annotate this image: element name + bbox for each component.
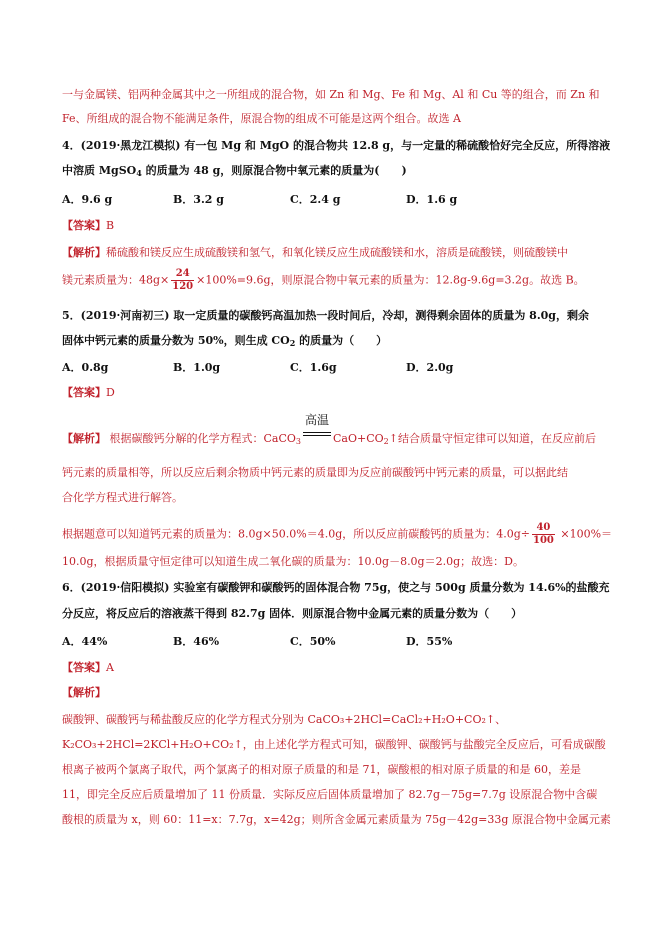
q5-answer: 【答案】D xyxy=(62,386,115,399)
q5-explanation-line-3: 合化学方程式进行解答。 xyxy=(62,491,183,504)
q6-explanation-line-3: 根离子被两个氯离子取代，两个氯离子的相对原子质量的和是 71，碳酸根的相对原子质量的和是 60，差是 xyxy=(62,763,581,776)
q6-option-c: C．50% xyxy=(290,635,336,648)
q4-explanation-line-1: 【解析】稀硫酸和镁反应生成硫酸镁和氢气，和氧化镁反应生成硫酸镁和水，溶质是硫酸镁，则硫酸镁中 xyxy=(62,246,568,259)
q6-explanation-line-2: K₂CO₃+2HCl=2KCl+H₂O+CO₂↑，由上述化学方程式可知，碳酸钾、碳酸钙与盐酸完全反应后，可看成碳酸 xyxy=(62,738,606,751)
q5-explanation-line-5: 10.0g，根据质量守恒定律可以知道生成二氧化碳的质量为：10.0g－8.0g＝2.0g；故选：D。 xyxy=(62,555,524,568)
q6-stem-line-1: 6．(2019·信阳模拟) 实验室有碳酸钾和碳酸钙的固体混合物 75g，使之与 500g 质量分数为 14.6%的盐酸充 xyxy=(62,581,610,594)
q4-option-c: C．2.4 g xyxy=(290,193,341,206)
q5-explanation-line-4: 根据题意可以知道钙元素的质量为：8.0g×50.0%＝4.0g，所以反应前碳酸钙的质量为：4.0g÷ $\frac{40}{100}$ ×100%＝ xyxy=(62,522,613,546)
q5-explanation-line-1: 【解析】 根据碳酸钙分解的化学方程式：CaCO$_3$ 高温 $CaO+CO_2↑$结合质量守恒定律可以知道，在反应前后 xyxy=(62,413,596,446)
q4-option-b: B．3.2 g xyxy=(173,193,224,206)
q5-fraction: $\frac{40}{100}$ xyxy=(532,522,554,546)
q6-answer: 【答案】A xyxy=(62,661,114,674)
q5-stem-line-2: 固体中钙元素的质量分数为 50%，则生成 $CO_2$ 的质量为（ ） xyxy=(62,334,388,348)
q6-explanation-tag: 【解析】 xyxy=(62,686,106,699)
q6-stem-line-2: 分反应，将反应后的溶液蒸干得到 82.7g 固体．则原混合物中金属元素的质量分数为（ ） xyxy=(62,607,523,620)
q6-explanation-line-1: 碳酸钾、碳酸钙与稀盐酸反应的化学方程式分别为 CaCO₃+2HCl=CaCl₂+H₂O+CO₂↑、 xyxy=(62,713,507,726)
q6-explanation-line-5: 酸根的质量为 x，则 60：11=x：7.7g，x=42g；则所含金属元素质量为 75g－42g=33g 原混合物中金属元素 xyxy=(62,813,611,826)
q5-option-c: C．1.6g xyxy=(290,361,337,374)
q6-option-d: D．55% xyxy=(406,635,453,648)
q4-stem-line-1: 4．(2019·黑龙江模拟) 有一包 Mg 和 MgO 的混合物共 12.8 g，与一定量的稀硫酸恰好完全反应，所得溶液 xyxy=(62,139,611,152)
q5-stem-line-1: 5．(2019·河南初三) 取一定质量的碳酸钙高温加热一段时间后，冷却，测得剩余固体的质量为 8.0g，剩余 xyxy=(62,309,589,322)
q4-stem-line-2: 中溶质 MgSO$_4$ 的质量为 48 g，则原混合物中氧元素的质量为( ) xyxy=(62,164,407,178)
intro-line-2: Fe、所组成的混合物不能满足条件，原混合物的组成不可能是这两个组合。故选 A xyxy=(62,112,461,125)
q4-option-d: D．1.6 g xyxy=(406,193,458,206)
intro-line-1: 一与金属镁、铝两种金属其中之一所组成的混合物，如 Zn 和 Mg、Fe 和 Mg、Al 和 Cu 等的组合，而 Zn 和 xyxy=(62,88,600,101)
q4-fraction: $\frac{24}{120}$ xyxy=(172,268,194,292)
reaction-condition-equals: 高温 xyxy=(303,426,331,442)
q4-option-a: A．9.6 g xyxy=(62,193,113,206)
q5-option-b: B．1.0g xyxy=(173,361,221,374)
q5-explanation-line-2: 钙元素的质量相等，所以反应后剩余物质中钙元素的质量即为反应前碳酸钙中钙元素的质量，可以据此结 xyxy=(62,466,568,479)
q5-option-a: A．0.8g xyxy=(62,361,109,374)
q5-option-d: D．2.0g xyxy=(406,361,454,374)
q6-explanation-line-4: 11，即完全反应后质量增加了 11 份质量．实际反应后固体质量增加了 82.7g－75g=7.7g 设原混合物中含碳 xyxy=(62,788,598,801)
q6-option-b: B．46% xyxy=(173,635,220,648)
q6-option-a: A．44% xyxy=(62,635,108,648)
q4-explanation-line-2: 镁元素质量为：48g× $\frac{24}{120}$ ×100%=9.6g，则原混合物中氧元素的质量为：12.8g-9.6g=3.2g。故选 B。 xyxy=(62,268,585,292)
q4-answer: 【答案】B xyxy=(62,219,115,232)
